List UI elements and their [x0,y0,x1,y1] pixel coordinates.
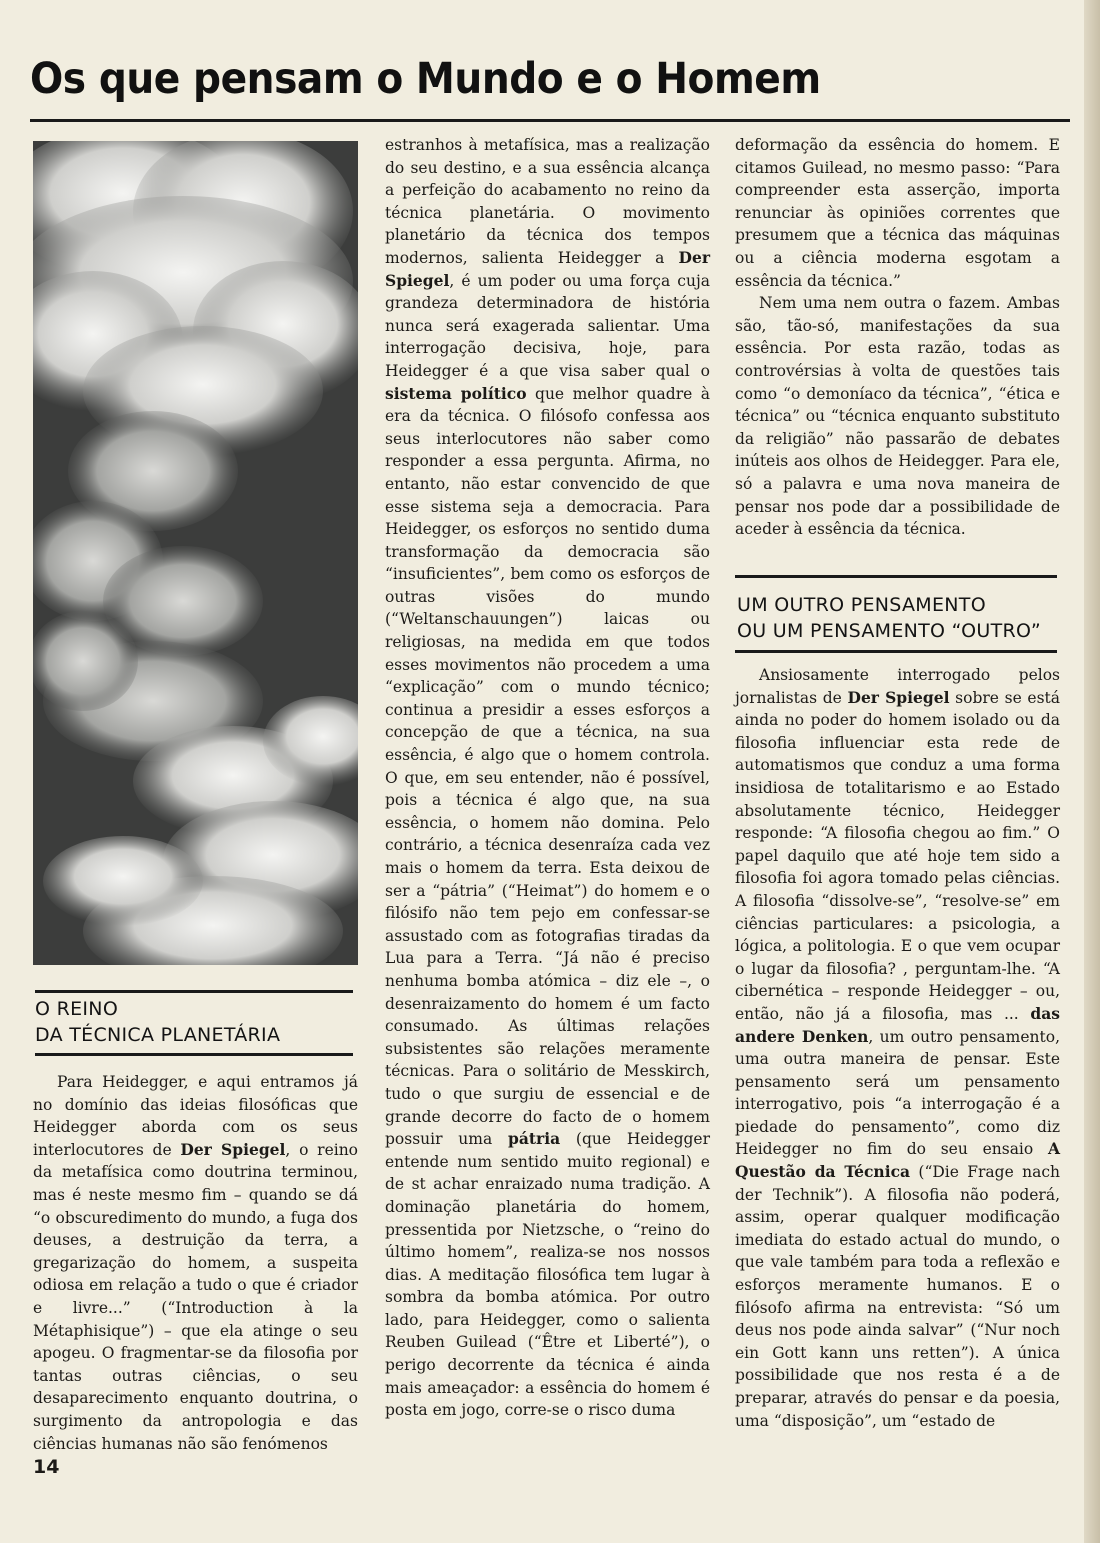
section2-heading [737,592,1077,644]
headline: Os que pensam o Mundo e o Homem [30,54,821,104]
col3-paragraph-3: Ansiosamente interrogado pelos jornalistas de Der Spiegel sobre se está ainda no poder do homem isolado ou da filosofia influenciar esta rede de automatismos que conduz a uma forma insidiosa de totalitarismo e ao Estado absolutamente técnico, Heidegger responde: “A filosofia chegou ao fim.” O papel daquilo que até hoje tem sido a filosofia foi agora tomado pelas ciências. A filosofia “dissolve-se”, “resolve-se” em ciências particulares: a psicologia, a lógica, a politologia. E o que vem ocupar o lugar da filosofia? , perguntam-lhe. “A cibernética – responde Heidegger – ou, então, não já a filosofia, mas ... das andere Denken, um outro pensamento, uma outra maneira de pensar. Este pensamento será um pensamento interrogativo, pois “a interrogação é a piedade do pensamento”, como diz Heidegger no fim do seu ensaio A Questão da Técnica (“Die Frage nach der Technik”). A filosofia não poderá, assim, operar qualquer modificação imediata do estado actual do mundo, o que vale também para toda a reflexão e esforços meramente humanos. E o filósofo afirma na entrevista: “Só um deus nos pode ainda salvar” (“Nur noch ein Gott kann uns retten”). A única possibilidade que nos resta é a de preparar, através do pensar e da poesia, uma “disposição”, um “estado de [735,666,1061,1430]
section2-rule-bottom [735,650,1057,653]
section2-heading-line2: OU UM PENSAMENTO “OUTRO” [737,620,1042,642]
section2-rule-top [735,575,1057,578]
page-edge [1084,0,1100,1543]
section1-heading-line2: DA TÉCNICA PLANETÁRIA [35,1024,281,1046]
column-3-lower [735,664,1060,1432]
page-number: 14 [33,1456,60,1478]
column-3 [735,134,1060,541]
col2-paragraph: estranhos à metafísica, mas a realização do seu destino, e a sua essência alcança a perfeição do acabamento no reino da técnica planetária. O movimento planetário da técnica dos tempos modernos, salienta Heidegger a Der Spiegel, é um poder ou uma força cuja grandeza determinadora de história nunca será exagerada salientar. Uma interrogação decisiva, hoje, para Heidegger é a que visa saber qual o sistema político que melhor quadre à era da técnica. O filósofo confessa aos seus interlocutores não saber como responder a essa pergunta. Afirma, no entanto, não estar convencido de que esse sistema seja a democracia. Para Heidegger, os esforços no sentido duma transformação da democracia são “insuficientes”, bem como os esforços de outras visões do mundo (“Weltanschauungen”) laicas ou religiosas, na medida em que todos esses movimentos não procedem a uma “explicação” com o mundo técnico; continua a presidir a esses esforços a concepção de que a técnica, na sua essência, é algo que o homem controla. O que, em seu entender, não é possível, pois a técnica é algo que, na sua essência, o homem não domina. Pelo contrário, a técnica desenraíza cada vez mais o homem da terra. Esta deixou de ser a “pátria” (“Heimat”) do homem e o filósifo não tem pejo em confessar-se assustado com as fotografias tiradas da Lua para a Terra. “Já não é preciso nenhuma bomba atómica – diz ele –, o desenraizamento do homem é um facto consumado. As últimas relações subsistentes são relações meramente técnicas. Para o solitário de Messkirch, tudo o que surgiu de essencial e de grande decorre do facto de o homem possuir uma pátria (que Heidegger entende num sentido muito regional) e de st achar enraizado numa tradição. A dominação planetária do homem, pressentida por Nietzsche, o “reino do último homem”, realiza-se nos nossos dias. A meditação filosófica tem lugar à sombra da bomba atómica. Por outro lado, para Heidegger, como o salienta Reuben Guilead (“Être et Liberté”), o perigo decorrente da técnica é ainda mais ameaçador: a essência do homem é posta em jogo, corre-se o risco duma [385,136,711,1420]
section2-heading-line1: UM OUTRO PENSAMENTO [737,594,986,616]
col3-paragraph-2: Nem uma nem outra o fazem. Ambas são, tão-só, manifestações da sua essência. Por esta razão, todas as controvérsias à volta de questões tais como “o demoníaco da técnica”, “ética e técnica” ou “técnica enquanto substituto da religião” não passarão de debates inúteis aos olhos de Heidegger. Para ele, só a palavra e uma nova maneira de pensar nos pode dar a possibilidade de aceder à essência da técnica. [735,294,1060,539]
section1-heading [35,996,355,1048]
col1-paragraph: Para Heidegger, e aqui entramos já no domínio das ideias filosóficas que Heidegger aborda com os seus interlocutores de Der Spiegel, o reino da metafísica como doutrina terminou, mas é neste mesmo fim – quando se dá “o obscuredimento do mundo, a fuga dos deuses, a destruição da terra, a gregarização do homem, a suspeita odiosa em relação a tudo o que é criador e livre...” (“Introduction à la Métaphisique”) – que ela atinge o seu apogeu. O fragmentar-se da filosofia por tantas outras ciências, o seu desaparecimento enquanto doutrina, o surgimento da antropologia e das ciências humanas não são fenómenos [33,1073,359,1453]
col3-paragraph-1: deformação da essência do homem. E citamos Guilead, no mesmo passo: “Para compreender esta asserção, importa renunciar às opiniões correntes que presumem que a técnica das máquinas ou a ciência moderna esgotam a essência da técnica.” [735,136,1060,290]
section1-rule-bottom [35,1053,353,1056]
column-2 [385,134,710,1422]
column-1 [33,1071,358,1455]
headline-rule [30,119,1070,122]
mushroom-cloud-photo [33,141,358,965]
section1-rule-top [35,990,353,993]
cloud-illustration [33,141,358,965]
section1-heading-line1: O REINO [35,998,119,1020]
